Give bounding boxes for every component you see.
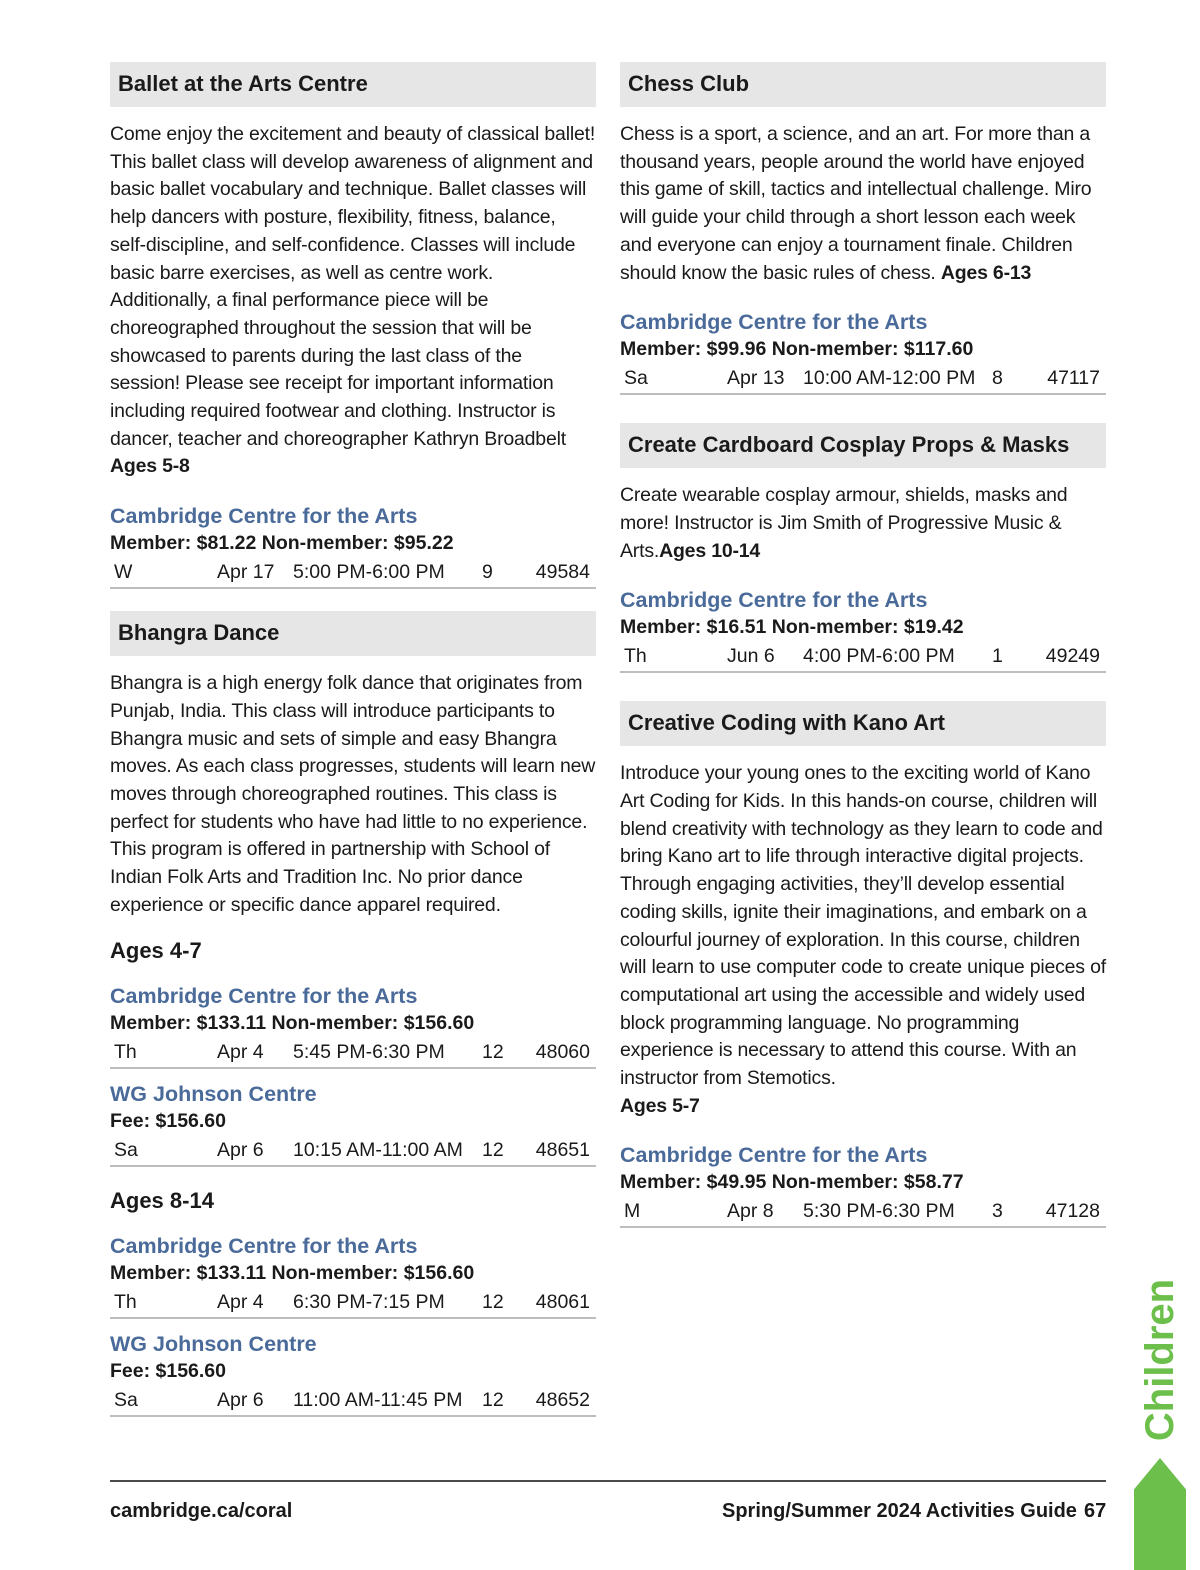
start-date: Apr 4 bbox=[217, 1291, 264, 1314]
description-text: Create wearable cosplay armour, shields, masks and more! Instructor is Jim Smith of Progressive Music & Arts. bbox=[620, 484, 1068, 562]
footer-url-link[interactable]: cambridge.ca/coral bbox=[110, 1500, 293, 1522]
ages-heading: Ages 4-7 bbox=[110, 938, 202, 964]
location-link[interactable]: Cambridge Centre for the Arts bbox=[620, 310, 928, 335]
ages-label: Ages 6-13 bbox=[940, 261, 1032, 284]
day: Th bbox=[624, 645, 647, 668]
course-code: 48652 bbox=[535, 1389, 590, 1412]
start-date: Apr 6 bbox=[217, 1139, 264, 1162]
course-code: 48060 bbox=[535, 1041, 590, 1064]
day: Th bbox=[114, 1041, 137, 1064]
program-description bbox=[620, 760, 1106, 1120]
start-date: Apr 8 bbox=[727, 1200, 774, 1223]
program-title: Ballet at the Arts Centre bbox=[110, 62, 596, 107]
session-count: 8 bbox=[992, 367, 1003, 390]
footer-divider bbox=[110, 1480, 1106, 1482]
session-count: 12 bbox=[482, 1291, 504, 1314]
section-tab-label: Children bbox=[1138, 1278, 1182, 1442]
ages-label: Ages 5-7 bbox=[620, 1094, 700, 1117]
start-date: Apr 6 bbox=[217, 1389, 264, 1412]
time: 11:00 AM-11:45 PM bbox=[293, 1389, 463, 1412]
left-column bbox=[110, 62, 596, 1417]
session-count: 12 bbox=[482, 1139, 504, 1162]
location-link[interactable]: Cambridge Centre for the Arts bbox=[110, 504, 418, 529]
fee-text: Member: $99.96 Non-member: $117.60 bbox=[620, 338, 974, 361]
schedule-row bbox=[620, 363, 1106, 395]
ages-heading: Ages 8-14 bbox=[110, 1188, 214, 1214]
program-coding bbox=[620, 701, 1106, 1228]
course-code: 49249 bbox=[1045, 645, 1100, 668]
session-count: 9 bbox=[482, 561, 493, 584]
schedule-row bbox=[110, 1385, 596, 1417]
program-description bbox=[620, 482, 1106, 565]
ages-label: Ages 5-8 bbox=[110, 455, 190, 478]
start-date: Apr 17 bbox=[217, 561, 275, 584]
location-link[interactable]: Cambridge Centre for the Arts bbox=[620, 1143, 928, 1168]
course-code: 47117 bbox=[1047, 367, 1100, 390]
right-column bbox=[620, 62, 1106, 1228]
program-title: Creative Coding with Kano Art bbox=[620, 701, 1106, 746]
course-code: 47128 bbox=[1045, 1200, 1100, 1223]
fee-text: Fee: $156.60 bbox=[110, 1110, 227, 1133]
start-date: Apr 4 bbox=[217, 1041, 264, 1064]
schedule-row bbox=[110, 1135, 596, 1167]
time: 5:45 PM-6:30 PM bbox=[293, 1041, 445, 1064]
program-ballet bbox=[110, 62, 596, 589]
program-description bbox=[620, 121, 1106, 287]
program-title: Bhangra Dance bbox=[110, 611, 596, 656]
day: M bbox=[624, 1200, 641, 1223]
location-link[interactable]: Cambridge Centre for the Arts bbox=[620, 588, 928, 613]
session-count: 12 bbox=[482, 1041, 504, 1064]
program-title: Chess Club bbox=[620, 62, 1106, 107]
session-count: 1 bbox=[992, 645, 1003, 668]
section-tab-marker bbox=[1134, 1458, 1186, 1570]
location-link[interactable]: Cambridge Centre for the Arts bbox=[110, 1234, 418, 1259]
schedule-row bbox=[620, 1196, 1106, 1228]
start-date: Jun 6 bbox=[727, 645, 775, 668]
schedule-row bbox=[620, 641, 1106, 673]
page-number: 67 bbox=[1084, 1500, 1107, 1522]
program-description: Bhangra is a high energy folk dance that originates from Punjab, India. This class will introduce participants to Bhangra music and sets of simple and easy Bhangra moves. As each class progresses, students will learn new moves through choreographed routines. This class is perfect for students who have had little to no experience. This program is offered in partnership with School of Indian Folk Arts and Tradition Inc. No prior dance experience or specific dance apparel required. bbox=[110, 672, 596, 916]
fee-text: Member: $49.95 Non-member: $58.77 bbox=[620, 1171, 964, 1194]
time: 4:00 PM-6:00 PM bbox=[803, 645, 955, 668]
course-code: 48061 bbox=[535, 1291, 590, 1314]
schedule-row bbox=[110, 557, 596, 589]
time: 5:00 PM-6:00 PM bbox=[293, 561, 445, 584]
day: Th bbox=[114, 1291, 137, 1314]
fee-text: Member: $133.11 Non-member: $156.60 bbox=[110, 1012, 475, 1035]
start-date: Apr 13 bbox=[727, 367, 785, 390]
session-count: 3 bbox=[992, 1200, 1003, 1223]
program-description bbox=[110, 121, 596, 481]
session-count: 12 bbox=[482, 1389, 504, 1412]
program-title: Create Cardboard Cosplay Props & Masks bbox=[620, 423, 1106, 468]
fee-text: Member: $16.51 Non-member: $19.42 bbox=[620, 616, 964, 639]
time: 10:15 AM-11:00 AM bbox=[293, 1139, 463, 1162]
time: 10:00 AM-12:00 PM bbox=[803, 367, 976, 390]
schedule-row bbox=[110, 1287, 596, 1319]
location-link[interactable]: WG Johnson Centre bbox=[110, 1332, 317, 1357]
course-code: 49584 bbox=[535, 561, 590, 584]
footer-guide-title: Spring/Summer 2024 Activities Guide bbox=[722, 1500, 1077, 1522]
description-text: Chess is a sport, a science, and an art. For more than a thousand years, people around the world have enjoyed this game of skill, tactics and intellectual challenge. Miro will guide your child through a short lesson each week and everyone can enjoy a tournament finale. Children should know the basic rules of chess. bbox=[620, 123, 1092, 284]
day: W bbox=[114, 561, 133, 584]
fee-text: Member: $133.11 Non-member: $156.60 bbox=[110, 1262, 475, 1285]
course-code: 48651 bbox=[535, 1139, 590, 1162]
fee-text: Member: $81.22 Non-member: $95.22 bbox=[110, 532, 454, 555]
location-link[interactable]: WG Johnson Centre bbox=[110, 1082, 317, 1107]
day: Sa bbox=[114, 1389, 138, 1412]
day: Sa bbox=[114, 1139, 138, 1162]
program-chess bbox=[620, 62, 1106, 395]
location-link[interactable]: Cambridge Centre for the Arts bbox=[110, 984, 418, 1009]
schedule-row bbox=[110, 1037, 596, 1069]
description-text: Introduce your young ones to the exciting world of Kano Art Coding for Kids. In this hands-on course, children will blend creativity with technology as they learn to code and bring Kano art to life through interactive digital projects. Through engaging activities, they’ll develop essential coding skills, ignite their imaginations, and embark on a colourful journey of exploration. In this course, children will learn to use computer code to create unique pieces of computational art using the accessible and widely used block programming language. No programming experience is necessary to attend this course. With an instructor from Stemotics. bbox=[620, 762, 1106, 1090]
ages-label: Ages 10-14 bbox=[659, 539, 761, 562]
description-text: Come enjoy the excitement and beauty of classical ballet! This ballet class will develop awareness of alignment and basic ballet vocabulary and technique. Ballet classes will help dancers with posture, flexibility, fitness, balance, self-discipline, and self-confidence. Classes will include basic barre exercises, as well as centre work. Additionally, a final performance piece will be choreographed throughout the session that will be showcased to parents during the last class of the session! Please see receipt for important information including required footwear and clothing. Instructor is dancer, teacher and choreographer Kathryn Broadbelt bbox=[110, 123, 596, 450]
time: 5:30 PM-6:30 PM bbox=[803, 1200, 955, 1223]
program-cosplay bbox=[620, 423, 1106, 673]
fee-text: Fee: $156.60 bbox=[110, 1360, 227, 1383]
program-bhangra bbox=[110, 611, 596, 1417]
time: 6:30 PM-7:15 PM bbox=[293, 1291, 445, 1314]
day: Sa bbox=[624, 367, 648, 390]
